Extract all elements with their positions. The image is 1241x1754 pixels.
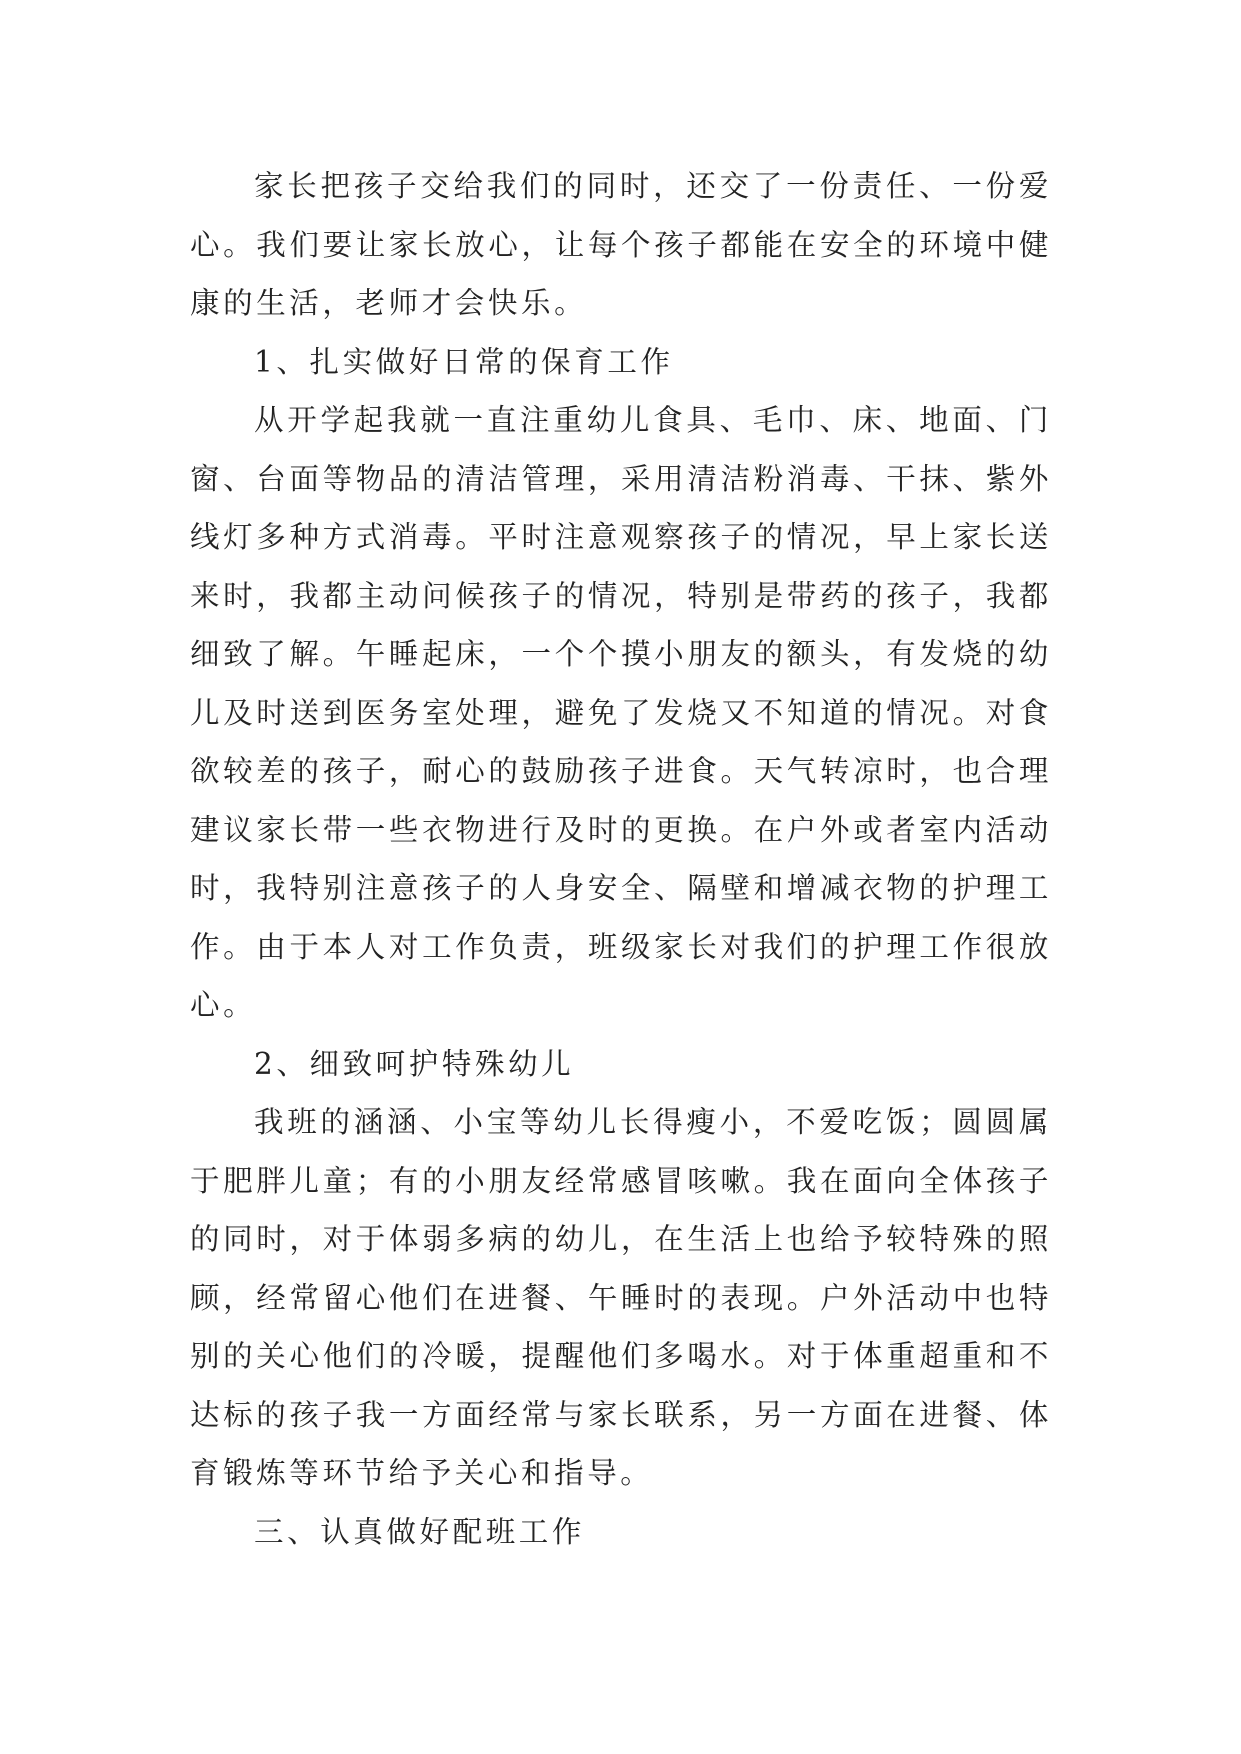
document-body (190, 157, 1052, 1561)
heading-assistant-work: 三、认真做好配班工作 (254, 1514, 586, 1549)
paragraph-daily-care: 从开学起我就一直注重幼儿食具、毛巾、床、地面、门窗、台面等物品的清洁管理，采用清洁粉消毒、干抹、紫外线灯多种方式消毒。平时注意观察孩子的情况，早上家长送来时，我都主动问候孩子的情况，特别是带药的孩子，我都细致了解。午睡起床，一个个摸小朋友的额头，有发烧的幼儿及时送到医务室处理，避免了发烧又不知道的情况。对食欲较差的孩子，耐心的鼓励孩子进食。天气转凉时，也合理建议家长带一些衣物进行及时的更换。在户外或者室内活动时，我特别注意孩子的人身安全、隔壁和增减衣物的护理工作。由于本人对工作负责，班级家长对我们的护理工作很放心。 (190, 403, 1052, 1022)
heading-daily-care: 1、扎实做好日常的保育工作 (254, 344, 674, 379)
paragraph-special-children: 我班的涵涵、小宝等幼儿长得瘦小，不爱吃饭；圆圆属于肥胖儿童；有的小朋友经常感冒咳嗽。我在面向全体孩子的同时，对于体弱多病的幼儿，在生活上也给予较特殊的照顾，经常留心他们在进餐、午睡时的表现。户外活动中也特别的关心他们的冷暖，提醒他们多喝水。对于体重超重和不达标的孩子我一方面经常与家长联系，另一方面在进餐、体育锻炼等环节给予关心和指导。 (190, 1105, 1052, 1490)
paragraph-parent-trust: 家长把孩子交给我们的同时，还交了一份责任、一份爱心。我们要让家长放心，让每个孩子都能在安全的环境中健康的生活，老师才会快乐。 (190, 169, 1052, 320)
heading-special-children: 2、细致呵护特殊幼儿 (254, 1046, 575, 1081)
